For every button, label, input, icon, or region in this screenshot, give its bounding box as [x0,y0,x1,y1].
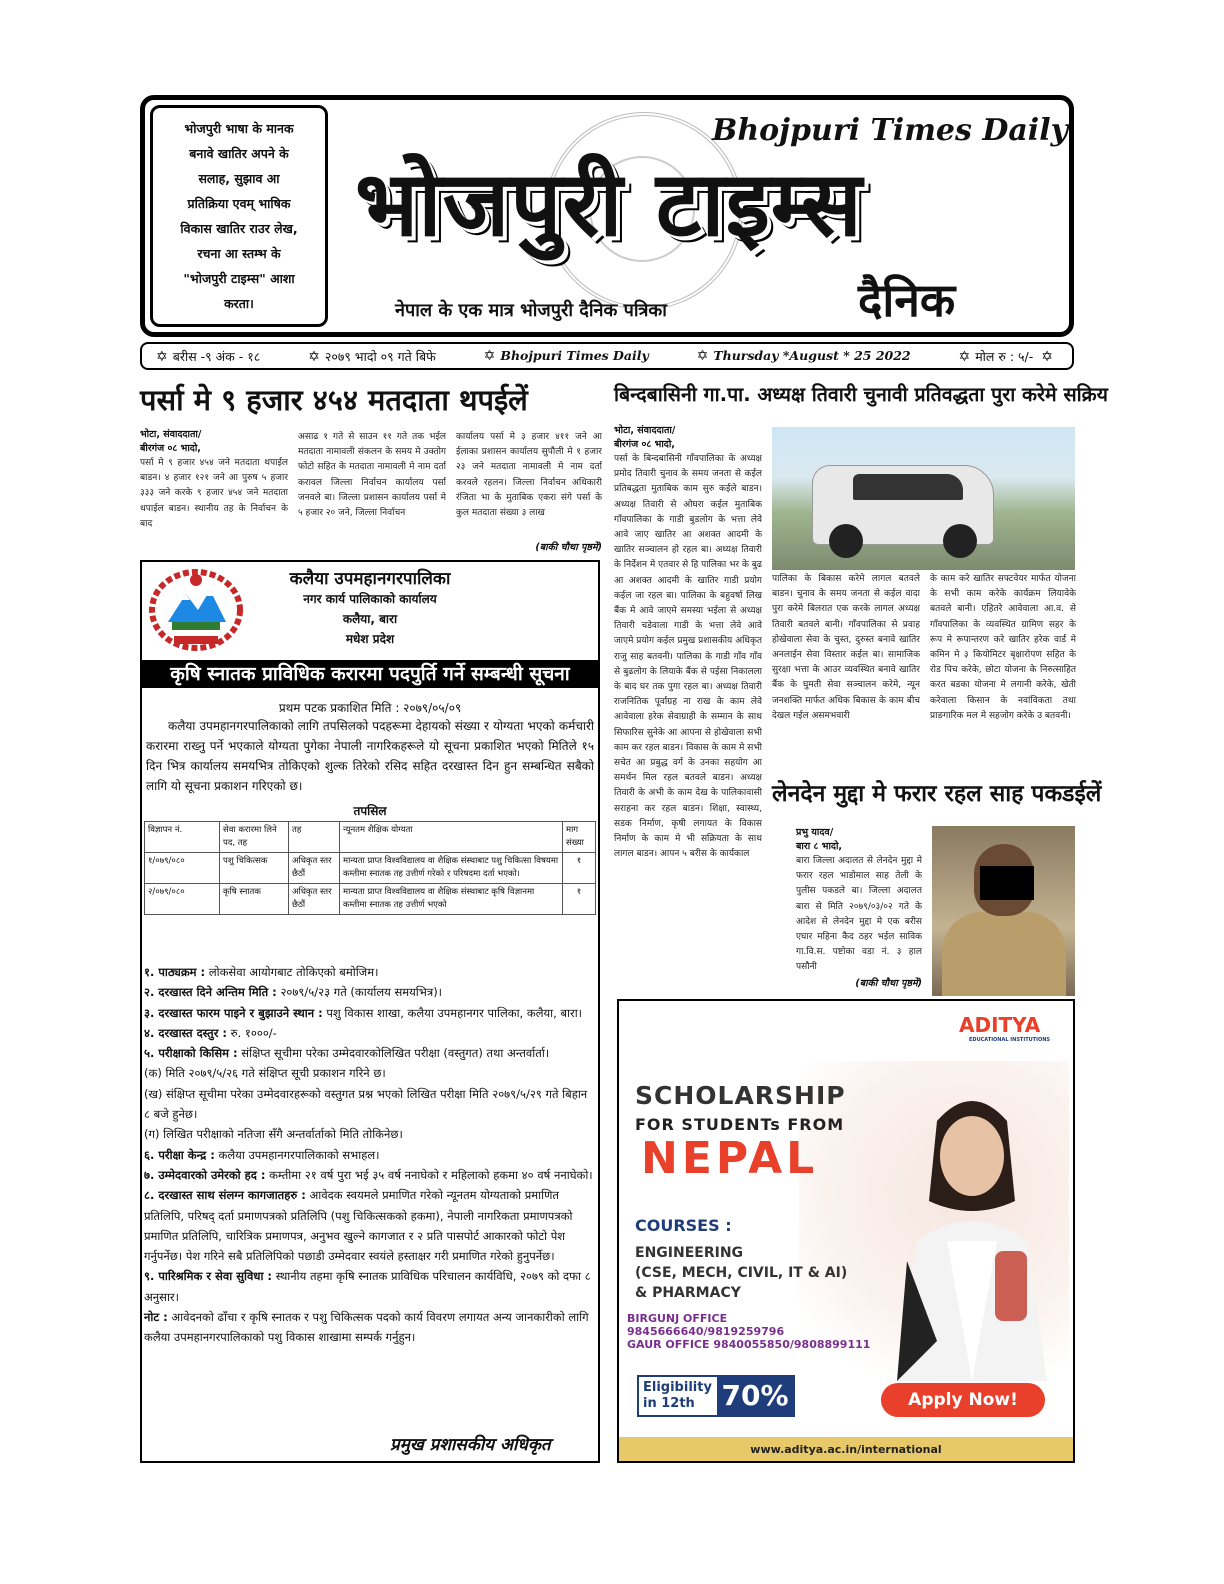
notice-item-label: ५. परीक्षाको किसिम : [144,1046,238,1061]
table-cell: अधिकृत स्तर छैठौं [289,884,340,915]
notice-intro: कलैया उपमहानगरपालिकाको लागि तपसिलको पदहरूमा देहायको संख्या र योग्यता भएको कर्मचारी करारमा राख्नु पर्ने भएकाले योग्यता पुगेका नेपाली नागरिकहरूले यो सूचना प्रकाशित भएको मितिले १५ दिन भित्र कार्यालय समयभित्र तोकिएको शुल्क तिरेको रसिद सहित दरखास्त दिन हुन सम्बन्धित सबैको लागि यो सूचना प्रकाशन गरिएको छ। [146,719,594,793]
table-cell: मान्यता प्राप्त विश्वविद्यालय वा शैक्षिक संस्थाबाट कृषि विज्ञानमा कम्तीमा स्नातक तह उत्तीर्ण भएको [340,884,563,915]
ad-course-list [635,1243,847,1303]
notice-signature: प्रमुख प्रशासकीय अधिकृत [390,1435,551,1455]
story2-byline: भोटा, संवाददाता/ [614,425,676,436]
notice-first-publication: प्रथम पटक प्रकाशित मिति : २०७९/०५/०९ [278,701,462,715]
table-cell: अधिकृत स्तर छैठौं [289,853,340,884]
notice-table-title: तपसिल [353,804,387,818]
story1-headline: पर्सा मे ९ हजार ४५४ मतदाता थपईलें [140,383,528,417]
notice-item-label: ३. दरखास्त फारम पाइने र बुझाउने स्थान : [144,1005,323,1020]
promo-line: "भोजपुरी टाइम्स" आशा [183,271,295,286]
table-cell: मान्यता प्राप्त विश्वविद्यालय वा शैक्षिक संस्थाबाट पशु चिकित्सा विषयमा कम्तीमा स्नातक तह उत्तीर्ण गरेको र परिषदमा दर्ता भएको। [340,853,563,884]
notice-item-label: १. पाठ्यक्रम : [144,965,206,979]
notice-items [144,962,596,1348]
notice-place: कलैया, बारा [342,612,398,626]
story2-text: पालिका के बिकास करेमे लागल बतवले बाडन। चुनाव के समय जनता से कईल वादा पुरा करेमे बिलरात एक करके लागल अध्यक्ष तिवारी बतवले बानी। गाँवपालिका से प्रवाह होखेवाला सेवा के चुस्त, दुरुस्त बनावे खातिर अनलाईन सेवा विस्तार कईल बा। सामाजिक सुरक्षा भत्ता के आउर व्यवस्थित बनावे खातिर बैंक के घुमती सेवा सञ्चालन करेमे, न्यून जनशक्ति मार्फत अधिक बिकास के काम बीच देखल गईल असमभवारी [772,574,920,721]
notice-item-label: ९. पारिश्रमिक र सेवा सुविधा : [144,1269,273,1284]
ad-headline: SCHOLARSHIP [635,1081,846,1110]
issue-number: बरीस -९ अंक - १८ [172,348,261,364]
story2-photo [772,427,1075,570]
notice-org-name: कलैया उपमहानगरपालिका [289,569,451,589]
table-cell: पशु चिकित्सक [220,853,289,884]
notice-item [144,1084,596,1125]
star-icon: ✡ [156,348,168,365]
notice-item [144,1063,596,1083]
ad-brand-sub: EDUCATIONAL INSTITUTIONS [969,1037,1050,1043]
notice-item [144,1165,596,1185]
story2-col1 [614,424,762,994]
story3-col [796,826,922,989]
ad-subheadline: FOR STUDENTs FROM [635,1115,845,1134]
notice-item [144,1307,596,1348]
story3-text: बारा जिल्ला अदालत से लेनदेन मुद्दा मे फरार रहल भाडोमाल साह तेली के पुलीस पकडले बा। जिल्ला अदालत बारा से मिति २०७९/०३/०२ गते के आदेश से लेनदेन मुद्दा मे एक बरीस एघार महिना कैद ठहर भईल साविक गा.वि.स. पष्टोका वडा नं. ३ हाल पसौनी [796,856,922,973]
office-name: BIRGUNJ OFFICE [627,1312,728,1325]
story3-continued: (बाकी चौथा पृष्ठमें) [855,978,922,989]
notice-item-text: संक्षिप्त सूचीमा परेका उम्मेदवारकोलिखित परीक्षा (वस्तुगत) तथा अन्तर्वार्ता। [237,1046,550,1061]
table-header-cell: विज्ञापन नं. [145,822,220,853]
notice-item-text: (ख) संक्षिप्त सूचीमा परेका उम्मेदवारहरूको वस्तुगत प्रश्न भएको लिखित परीक्षा मिति २०७९/५/२९ गते बिहान ८ बजे हुनेछ। [144,1086,588,1122]
story3-dateline: बारा ८ भादो, [796,841,843,852]
notice-item-text: लोकसेवा आयोगबाट तोकिएको बमोजिम। [205,965,379,979]
issue-price: मोल रु : ५/- [975,348,1034,364]
notice-item-text: २०७९/५/२३ गते (कार्यालय समयभित्र)। [276,985,443,1000]
notice-item-label: ८. दरखास्त साथ संलग्न कागजातहरु : [144,1188,306,1203]
story1-text: पर्सा मे ९ हजार ४५४ जने मतदाता थपाईल बाडन। ४ हजार १२१ जने आ पुरुष ५ हजार ३३३ जने करके ९ हजार ४५४ जने मतदाता थपाईल बाडन। स्थानीय तह के निर्वाचन के बाद [140,458,288,529]
table-row [145,853,596,884]
eligibility-grade: in 12th [643,1396,695,1411]
promo-line: रचना आ स्तम्भ के [197,246,281,261]
eligibility-percent: 70% [717,1377,793,1415]
table-cell: १ [563,853,596,884]
notice-province: मधेश प्रदेश [345,632,395,646]
course-line: & PHARMACY [635,1285,741,1301]
star-icon: ✡ [696,348,709,364]
notice-item-text: रु. १०००/- [227,1025,277,1040]
table-header-cell: न्यूनतम शैक्षिक योग्यता [340,822,563,853]
notice-item-text: पशु विकास शाखा, कलैया उपमहानगर पालिका, कलैया, बारा। [322,1005,583,1020]
notice-item [144,1266,596,1307]
table-header-cell: तह [289,822,340,853]
vacancy-table [144,821,596,915]
notice-item-label: ६. परीक्षा केन्द्र : [144,1147,215,1162]
notice-item-text: आवेदनको ढाँचा र कृषि स्नातक र पशु चिकित्सक पदको कार्य विवरण लगायत अन्य जानकारीको लागि कलैया उपमहानगरपालिकाको पशु विकास शाखामा सम्पर्क गर्नुहुन। [144,1310,589,1345]
story1-continued: (बाकी चौथा पृष्ठमें) [535,542,602,553]
notice-item [144,1003,596,1023]
issue-date-nepali: २०७९ भादो ०९ गते बिफे [324,348,436,364]
table-header-cell: सेवा करारमा लिने पद, तह [220,822,289,853]
star-icon: ✡ [958,348,971,365]
ad-brand: ADITYA [959,1013,1041,1037]
notice-item-text: कम्तीमा २१ वर्ष पुरा भई ३५ वर्ष ननाघेको र महिलाको हकमा ४० वर्ष ननाघेको। [265,1167,593,1182]
notice-title: कृषि स्नातक प्राविधिक करारमा पदपुर्ति गर्ने सम्बन्धी सूचना [142,660,598,688]
story2-dateline: बीरगंज ०८ भादो, [614,439,675,450]
office-line: GAUR OFFICE 9840055850/9808899111 [627,1338,871,1351]
table-cell: १/०७९/०८० [145,853,220,884]
issue-date-english: Thursday *August * 25 2022 [713,348,911,363]
story1-text: कार्यालय पर्सा मे ३ हजार ४११ जने आ ईलाका प्रशासन कार्यालय सुपौली मे १ हजार २३ जने मतदाता नामावली मे नाम दर्ता करवले रहलन। जिल्ला निर्वाचन अधिकारी रंजिता भा के मुताबिक एकरा संगे पर्सा के कुल मतदाता संख्या ३ लाख [456,432,602,519]
promo-line: बनावे खातिर अपने के [189,146,289,161]
notice-item [144,1124,596,1144]
aditya-advertisement[interactable] [617,999,1075,1463]
star-icon: ✡ [1041,348,1053,365]
course-line: (CSE, MECH, CIVIL, IT & AI) [635,1265,848,1281]
notice-item [144,962,596,982]
issue-info-bar [140,342,1074,370]
story3-headline: लेनदेन मुद्दा मे फरार रहल साह पकडईलें [772,781,1102,807]
story2-text: पर्सा के बिन्दबासिनी गाँवपालिका के अध्यक्ष प्रमोद तिवारी चुनाव के समय जनता से कईल प्रतिबद्धता मुताबिक काम सुरु कईले बाडन। अध्यक्ष तिवारी से ओघरा कईल मुताबिक गाँवपालिका के गाडी बुडलोग के भत्ता लेवे आवे जाए खातिर आ अशक्त आदमी के खातिर सञ्चालन हो रहल बा। अध्यक्ष तिवारी के निर्देशन मे एतवार से हि पालिका भर के बुढ आ अशक्त आदमी के खातिर गाडी प्रयोग कईल जा रहल बा। पालिका के बहुवर्षा लिख बैंक मे आवे जाएमे समस्या भईला से अध्यक्ष तिवारी चडेवाला गाडी के भत्ता लेवे आवे जाएमे प्रयोग कईल प्रमुख प्रशासकीय अधिकृत राजु साह बतवनी। पालिका के गाडी गाँव गाँव से बुढलोग के लियाके बैंक से पईसा निकालला के बाद घर तक पुगा रहल बा। अध्यक्ष तिवारी राजनितिक पूर्वाग्रह ना राख के काम लेवे आवेवाला हरेक सेवाग्राही के सम्मान के साथ सिफारिस सुनेके आ आपना से होखेवाला सभी काम कर रहल बाडन। विकास के काम मे सभी सचेत आ प्रबुद्ध वर्ग के उनका सहयोग आ समर्थन मिल रहल बतवले बाडन। अध्यक्ष तिवारी के अभी के काम देख के पालिकावासी सराहना कर रहल बाडन। शिक्षा, स्वास्थ्य, सडक निर्माण, कृषी लगायत के विकास निर्माण के काम मे भी सक्रियता के साथ लागल बाडन। आपन ५ बरीस के कार्यकाल [614,454,762,860]
notice-item-text: (ग) लिखित परीक्षाको नतिजा सँगै अन्तर्वार्ताको मिति तोकिनेछ। [144,1127,403,1142]
table-cell: १ [563,884,596,915]
star-icon: ✡ [308,348,320,365]
notice-item-label: ७. उम्मेदवारको उमेरको हद : [144,1167,266,1182]
notice-item-text: स्थानीय तहमा कृषि स्नातक प्राविधिक परिचालन कार्यविधि, २०७९ को दफा ८ अनुसार। [144,1269,591,1304]
table-row [145,884,596,915]
eligibility-badge [637,1375,795,1417]
table-cell: २/०७९/०८० [145,884,220,915]
promo-line: भोजपुरी भाषा के मानक [184,121,294,136]
promo-box [150,105,328,327]
notice-item-text: कलैया उपमहानगरपालिकाको सभाहल। [214,1147,380,1162]
table-cell: कृषि स्नातक [220,884,289,915]
notice-item-label: ४. दरखास्त दस्तुर : [144,1025,228,1040]
masthead-tagline: नेपाल के एक मात्र भोजपुरी दैनिक पत्रिका [395,300,667,321]
notice-item-text: (क) मिति २०७९/५/२६ गते संक्षिप्त सूची प्रकाशन गरिने छ। [144,1066,386,1081]
notice-item [144,982,596,1002]
story1-byline: भोटा, संवाददाता/ [140,429,202,440]
notice-item [144,1185,596,1266]
promo-line: करता। [224,296,254,311]
course-line: ENGINEERING [635,1245,744,1261]
apply-now-button[interactable]: Apply Now! [881,1383,1045,1417]
notice-item [144,1145,596,1165]
promo-line: सलाह, सुझाव आ [198,171,280,186]
story1-text: असाढ १ गते से साउन ११ गते तक भईल मतदाता नामावली संकलन के समय मे उक्तोग फोटो सहित के मतदाता नामावली मे नाम दर्ता करावल जिल्ला निर्वाचन कार्यालय पर्सा जनवले बा। जिल्ला प्रशासन कार्यालय पर्सा मे ५ हजार २० जने, जिल्ला निर्वाचन [298,432,446,519]
eligibility-label: Eligibility [643,1380,712,1395]
notice-item-label: २. दरखास्त दिने अन्तिम मिति : [144,985,277,1000]
notice-item-text: आवेदक स्वयमले प्रमाणित गरेको न्यूनतम योग्यताको प्रमाणित प्रतिलिपि, परिषद् दर्ता प्रमाणपत्रको प्रतिलिपि (पशु चिकित्सकको हकमा), नेपाली नागरिकता प्रमाणपत्रको प्रमाणित प्रतिलिपि, चारित्रिक प्रमाणपत्र, अनुभव खुल्ने कागजात र २ प्रति पासपोर्ट आकारको फोटो पेश गर्नुपर्नेछ। पेश गरिने सबै प्रतिलिपिको पछाडी उम्मेदवार स्वयंले हस्ताक्षर गरी प्रमाणित गरेको हुनुपर्नेछ। [144,1188,573,1264]
ad-country: NEPAL [641,1133,819,1184]
face-blur-bar [980,866,1034,900]
notice-item [144,1023,596,1043]
story2-headline: बिन्दबासिनी गा.पा. अध्यक्ष तिवारी चुनावी प्रतिवद्धता पुरा करेमे सक्रिय [614,383,1108,406]
promo-line: विकास खातिर राउर लेख, [180,221,298,236]
student-photo [877,1081,1067,1381]
story1-dateline: बीरगंज ०८ भादो, [140,443,201,454]
story1-col1 [140,428,288,546]
notice-item-label: नोट : [144,1310,168,1325]
ad-courses-label: COURSES : [635,1216,732,1235]
story3-byline: प्रभु यादव/ [796,827,834,838]
notice-office: नगर कार्य पालिकाको कार्यालय [303,592,437,606]
ad-offices [627,1312,870,1351]
ad-website-link[interactable]: www.aditya.ac.in/international [619,1437,1073,1463]
masthead-english-title: Bhojpuri Times Daily [712,113,1069,148]
story2-text: के काम करे खातिर सफ्टवेयर मार्फत योजना के सभी काम करेके कार्यक्रम लियावेके बतवले बानी। एहितरे आवेवाला आ.व. से गाँवपालिका के व्यवस्थित ग्रामिण सहर के रूप मे रूपान्तरण करे खातिर हरेक वार्ड मे कमिन मे ३ कियोमिटर बृक्षारोपण सहित के रोड पिच करेके, छोटा योजना के निरुत्साहित करत बडका योजना मे लगानी करेके, खेती करेवाला किसान के नवांविकता तथा प्राङगारिक मल मे सहजोग करेके उ बतवनी। [930,574,1076,721]
masthead-daily-word: दैनिक [858,273,956,327]
table-header-cell: माग संख्या [563,822,596,853]
promo-line: प्रतिक्रिया एवम् भाषिक [187,196,291,211]
story3-photo [932,826,1075,996]
table-header-row [145,822,596,853]
masthead-nepali-title: भोजपुरी टाइम्स [355,152,863,257]
issue-paper-name: Bhojpuri Times Daily [500,348,649,363]
notice-item [144,1043,596,1063]
star-icon: ✡ [483,348,496,364]
office-phone: 9845666640/9819259796 [627,1325,785,1338]
